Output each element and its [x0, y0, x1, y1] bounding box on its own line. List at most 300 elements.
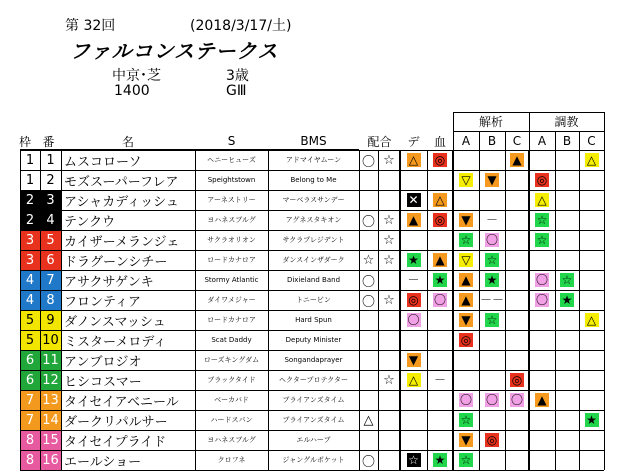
chi-mark: [427, 310, 453, 330]
choukyou-a-mark: [529, 390, 555, 410]
choukyou-c-mark: [579, 270, 604, 290]
chi-mark-symbol: ◎: [434, 153, 446, 167]
kaiseki-c-mark-symbol: ◎: [511, 373, 523, 387]
chi-mark: [427, 430, 453, 450]
bms-name: Songandaprayer: [284, 356, 343, 364]
choukyou-b-mark: [555, 370, 579, 390]
haigo-mark: [359, 230, 378, 250]
header-a2: A: [537, 134, 547, 148]
choukyou-b-mark: [555, 290, 579, 310]
horse-name: タイセイプライド: [64, 434, 167, 450]
header-b1: B: [487, 134, 497, 148]
kaiseki-a-mark-symbol: ▼: [459, 313, 473, 327]
sire-name: Scat Daddy: [211, 336, 252, 344]
kaiseki-b-mark-symbol: 〇: [485, 393, 498, 407]
kaiseki-c-mark: [505, 310, 529, 330]
race-venue: 中京･芝: [112, 68, 161, 84]
grid-line: [20, 270, 604, 271]
race-distance: 1400: [114, 83, 150, 99]
choukyou-b-mark: [555, 430, 579, 450]
choukyou-b-mark: [555, 230, 579, 250]
chi-mark-symbol: 〇: [433, 293, 446, 307]
kaiseki-c-mark: [505, 270, 529, 290]
de-mark: [400, 270, 427, 290]
grid-line: [20, 150, 604, 151]
ban-cell: 15: [40, 430, 61, 450]
sire-name: Speightstown: [207, 176, 256, 184]
chi-mark-symbol: ★: [434, 453, 446, 467]
kaiseki-a-mark: [453, 430, 479, 450]
bms-name: ジャングルポケット: [282, 456, 345, 464]
grid-line: [20, 190, 604, 191]
choukyou-c-mark: [579, 290, 604, 310]
waku-cell: 6: [20, 370, 40, 390]
chi-mark: [427, 390, 453, 410]
grid-line: [20, 330, 604, 331]
grid-line: [378, 150, 379, 470]
grid-line: [61, 150, 62, 470]
ban-cell: 7: [40, 270, 61, 290]
kaiseki-b-mark: [479, 210, 505, 230]
haigo-mark: [378, 410, 400, 430]
chi-mark: [427, 370, 453, 390]
choukyou-c-mark: [579, 430, 604, 450]
choukyou-c-mark: [579, 410, 604, 430]
waku-cell: 4: [20, 290, 40, 310]
waku-cell: 7: [20, 410, 40, 430]
kaiseki-b-mark: [479, 430, 505, 450]
haigo-mark: [359, 370, 378, 390]
ban-cell: 13: [40, 390, 61, 410]
horse-name: アシャカディッシュ: [64, 194, 179, 210]
de-mark: [400, 170, 427, 190]
de-mark-symbol: 〇: [407, 313, 420, 327]
grid-line: [399, 150, 401, 470]
horse-name: カイザーメランジェ: [64, 234, 180, 250]
haigo-mark: ☆: [383, 212, 395, 228]
ban-cell: 14: [40, 410, 61, 430]
bms-name: ヘクタープロテクター: [278, 376, 349, 384]
ban-cell: 9: [40, 310, 61, 330]
kaiseki-c-mark: [505, 390, 529, 410]
waku-cell: 2: [20, 190, 40, 210]
header-chi: 血: [433, 134, 446, 149]
kaiseki-c-mark: [505, 170, 529, 190]
haigo-mark: [378, 390, 400, 410]
sire-name: Stormy Atlantic: [204, 276, 259, 284]
grid-line: [604, 150, 605, 470]
header-ban: 番: [42, 134, 55, 149]
ban-cell: 16: [40, 450, 61, 470]
grid-line: [268, 150, 269, 470]
chi-mark-symbol: －: [433, 373, 446, 387]
kaiseki-a-mark: [453, 170, 479, 190]
haigo-mark: ☆: [383, 292, 395, 308]
choukyou-c-mark: [579, 310, 604, 330]
haigo-mark: [378, 170, 400, 190]
haigo-mark: 〇: [361, 294, 375, 310]
kaiseki-c-mark: [505, 290, 529, 310]
chi-mark: [427, 330, 453, 350]
grid-line: [427, 150, 428, 470]
grid-line: [479, 150, 480, 470]
haigo-mark: [378, 350, 400, 370]
header-c1: C: [512, 134, 522, 148]
chi-mark: [427, 450, 453, 470]
de-mark-symbol: －: [407, 273, 420, 287]
bms-name: マーベラスサンデー: [282, 196, 345, 204]
waku-cell: 8: [20, 450, 40, 470]
grid-line: [555, 131, 556, 150]
header-c2: C: [587, 134, 596, 148]
choukyou-a-mark: [529, 370, 555, 390]
de-mark: [400, 190, 427, 210]
waku-cell: 5: [20, 310, 40, 330]
choukyou-a-mark-symbol: 〇: [535, 273, 548, 287]
kaiseki-b-mark-symbol: ★: [486, 273, 498, 287]
choukyou-b-mark: [555, 210, 579, 230]
chi-mark: [427, 250, 453, 270]
header-waku: 枠: [18, 134, 31, 149]
haigo-mark: [359, 330, 378, 350]
sire-name: ヨハネスブルグ: [207, 216, 256, 224]
haigo-mark: [378, 430, 400, 450]
chi-mark: [427, 170, 453, 190]
de-mark: [400, 330, 427, 350]
grid-line: [20, 370, 604, 371]
kaiseki-a-mark: [453, 210, 479, 230]
kaiseki-a-mark-symbol: ▽: [459, 173, 473, 187]
choukyou-b-mark: [555, 310, 579, 330]
chi-mark: [427, 290, 453, 310]
de-mark: [400, 450, 427, 470]
chi-mark: [427, 270, 453, 290]
chi-mark-symbol: △: [433, 193, 447, 207]
haigo-mark: [359, 310, 378, 330]
de-mark: [400, 370, 427, 390]
kaiseki-c-mark: [505, 330, 529, 350]
grid-line: [452, 150, 454, 470]
kaiseki-c-mark: [505, 410, 529, 430]
chi-mark-symbol: ◎: [434, 213, 446, 227]
kaiseki-a-mark-symbol: ▲: [459, 293, 473, 307]
kaiseki-b-mark: [479, 190, 505, 210]
sire-name: クロフネ: [217, 456, 246, 464]
horse-name: エールショー: [64, 454, 142, 470]
race-number: 第 32回: [65, 18, 116, 34]
ban-cell: 3: [40, 190, 61, 210]
grid-line: [20, 450, 604, 451]
haigo-mark: ☆: [383, 372, 395, 388]
grid-line: [604, 112, 605, 150]
ban-cell: 6: [40, 250, 61, 270]
horse-name: ダノンスマッシュ: [64, 314, 166, 330]
choukyou-a-mark: [529, 250, 555, 270]
waku-cell: 3: [20, 230, 40, 250]
choukyou-a-mark-symbol: ☆: [536, 233, 548, 247]
ban-cell: 2: [40, 170, 61, 190]
sire-name: ハードスパン: [210, 416, 253, 424]
choukyou-a-mark-symbol: ☆: [536, 213, 548, 227]
choukyou-a-mark: [529, 430, 555, 450]
choukyou-a-mark-symbol: △: [535, 193, 549, 207]
kaiseki-c-mark: [505, 450, 529, 470]
choukyou-b-mark: [555, 350, 579, 370]
grid-line: [529, 112, 530, 150]
kaiseki-a-mark: [453, 290, 479, 310]
horse-name: テンクウ: [64, 214, 116, 230]
grid-line: [20, 170, 604, 171]
kaiseki-a-mark: [453, 190, 479, 210]
grid-line: [20, 290, 604, 291]
bms-name: ダンスインザダーク: [282, 256, 345, 264]
kaiseki-a-mark-symbol: ▼: [459, 213, 473, 227]
kaiseki-b-mark-symbol: ▼: [485, 173, 499, 187]
grid-line: [20, 210, 604, 211]
kaiseki-a-mark: [453, 350, 479, 370]
choukyou-a-mark: [529, 310, 555, 330]
haigo-mark: △: [363, 412, 374, 428]
bms-name: ブライアンズタイム: [282, 396, 345, 404]
horse-name: ダークリパルサー: [64, 414, 168, 430]
horse-name: タイセイアベニール: [64, 394, 179, 410]
kaiseki-a-mark-symbol: ☆: [460, 413, 472, 427]
choukyou-b-mark: [555, 450, 579, 470]
sire-name: ローズキングダム: [203, 356, 260, 364]
choukyou-b-mark-symbol: ★: [561, 293, 573, 307]
choukyou-a-mark: [529, 170, 555, 190]
choukyou-a-mark: [529, 330, 555, 350]
haigo-mark: [378, 270, 400, 290]
header-a1: A: [461, 134, 471, 148]
choukyou-c-mark-symbol: △: [585, 313, 599, 327]
header-haigo: 配合: [367, 134, 392, 149]
choukyou-b-mark: [555, 410, 579, 430]
de-mark-symbol: ▲: [407, 213, 421, 227]
choukyou-a-mark-symbol: 〇: [535, 293, 548, 307]
ban-cell: 11: [40, 350, 61, 370]
choukyou-a-mark: [529, 270, 555, 290]
choukyou-a-mark: [529, 290, 555, 310]
waku-cell: 4: [20, 270, 40, 290]
choukyou-b-mark: [555, 330, 579, 350]
kaiseki-b-mark-symbol: ☆: [486, 253, 498, 267]
kaiseki-b-mark: [479, 290, 505, 310]
de-mark: [400, 310, 427, 330]
choukyou-c-mark: [579, 350, 604, 370]
grid-line: [505, 150, 506, 470]
kaiseki-c-mark: [505, 230, 529, 250]
chi-mark: [427, 210, 453, 230]
haigo-mark: 〇: [361, 154, 375, 170]
waku-cell: 1: [20, 170, 40, 190]
bms-name: アドマイヤムーン: [285, 156, 342, 164]
horse-name: アサクサゲンキ: [64, 274, 154, 290]
kaiseki-c-mark: [505, 190, 529, 210]
kaiseki-b-mark: [479, 330, 505, 350]
sire-name: ヘニーヒューズ: [207, 156, 256, 164]
haigo-mark: ☆: [383, 152, 395, 168]
horse-name: アンブロジオ: [64, 354, 142, 370]
grid-line: [20, 350, 604, 351]
sire-name: ロードカナロア: [207, 316, 256, 324]
chi-mark: [427, 150, 453, 170]
chi-mark-symbol: ★: [434, 273, 446, 287]
haigo-mark: 〇: [361, 214, 375, 230]
sire-name: ヨハネスブルグ: [207, 436, 256, 444]
de-mark-symbol: ◎: [408, 293, 419, 307]
de-mark: [400, 390, 427, 410]
chi-mark-symbol: ▲: [433, 253, 447, 267]
de-mark: [400, 430, 427, 450]
kaiseki-a-mark-symbol: 〇: [459, 393, 472, 407]
kaiseki-b-mark-symbol: 〇: [485, 233, 498, 247]
grid-line: [20, 310, 604, 311]
choukyou-b-mark: [555, 390, 579, 410]
kaiseki-a-mark: [453, 150, 479, 170]
race-date: (2018/3/17/土): [190, 18, 292, 34]
grid-line: [20, 149, 359, 150]
kaiseki-a-mark-symbol: ☆: [460, 233, 472, 247]
kaiseki-b-mark: [479, 170, 505, 190]
haigo-mark: ☆: [383, 252, 395, 268]
grid-line: [453, 112, 454, 150]
kaiseki-a-mark-symbol: ▼: [459, 433, 473, 447]
sire-name: ブラックタイド: [207, 376, 256, 384]
de-mark: [400, 350, 427, 370]
de-mark: [400, 410, 427, 430]
grid-line: [20, 390, 604, 391]
horse-name: モズスーパーフレア: [64, 174, 179, 190]
grid-line: [555, 150, 556, 470]
kaiseki-a-mark: [453, 270, 479, 290]
bms-name: Belong to Me: [290, 176, 337, 184]
chi-mark: [427, 410, 453, 430]
haigo-mark: [359, 170, 378, 190]
kaiseki-b-mark-symbol: －－: [480, 293, 505, 307]
ban-cell: 5: [40, 230, 61, 250]
de-mark-symbol: △: [407, 153, 421, 167]
grid-line: [505, 131, 506, 150]
race-age: 3歳: [226, 68, 249, 84]
kaiseki-b-mark: [479, 450, 505, 470]
sire-name: ロードカナロア: [207, 256, 256, 264]
chi-mark: [427, 230, 453, 250]
haigo-mark: [378, 450, 400, 470]
grid-line: [479, 131, 480, 150]
header-choukyou: 調教: [554, 114, 579, 129]
choukyou-c-mark: [579, 390, 604, 410]
bms-name: ブライアンズタイム: [282, 416, 345, 424]
race-title: ファルコンステークス: [70, 39, 279, 63]
horse-name: ヒシコスマー: [64, 374, 142, 390]
header-b2: B: [562, 134, 572, 148]
header-name: 名: [121, 134, 134, 149]
waku-cell: 1: [20, 150, 40, 170]
ban-cell: 12: [40, 370, 61, 390]
choukyou-a-mark-symbol: ◎: [536, 173, 548, 187]
grid-line: [359, 150, 360, 470]
horse-name: ドラグーンシチー: [64, 254, 168, 270]
kaiseki-a-mark: [453, 450, 479, 470]
choukyou-c-mark: [579, 370, 604, 390]
choukyou-a-mark: [529, 450, 555, 470]
kaiseki-b-mark: [479, 350, 505, 370]
kaiseki-b-mark-symbol: ◎: [486, 433, 498, 447]
waku-cell: 3: [20, 250, 40, 270]
sire-name: ダイワメジャー: [207, 296, 256, 304]
choukyou-b-mark: [555, 170, 579, 190]
header-de: デ: [407, 134, 420, 149]
choukyou-c-mark: [579, 330, 604, 350]
waku-cell: 5: [20, 330, 40, 350]
kaiseki-b-mark: [479, 230, 505, 250]
choukyou-a-mark-symbol: ▲: [535, 393, 549, 407]
bms-name: Deputy Minister: [285, 336, 342, 344]
header-bms: BMS: [300, 134, 327, 148]
haigo-mark: ☆: [383, 232, 395, 248]
grid-line: [20, 430, 604, 431]
choukyou-c-mark: [579, 170, 604, 190]
kaiseki-c-mark: [505, 430, 529, 450]
kaiseki-b-mark: [479, 250, 505, 270]
choukyou-b-mark-symbol: ☆: [561, 273, 573, 287]
haigo-mark: [378, 310, 400, 330]
grid-line: [579, 150, 580, 470]
choukyou-a-mark: [529, 210, 555, 230]
choukyou-a-mark: [529, 410, 555, 430]
choukyou-a-mark: [529, 190, 555, 210]
kaiseki-c-mark-symbol: 〇: [510, 393, 523, 407]
grid-line: [195, 150, 196, 470]
sire-name: ベーカバド: [214, 396, 249, 404]
grid-line: [528, 150, 530, 470]
waku-cell: 8: [20, 430, 40, 450]
kaiseki-a-mark: [453, 390, 479, 410]
de-mark: [400, 150, 427, 170]
race-grade: GⅢ: [226, 83, 247, 99]
kaiseki-b-mark: [479, 270, 505, 290]
kaiseki-c-mark-symbol: ▲: [510, 153, 524, 167]
kaiseki-b-mark-symbol: －: [485, 213, 498, 227]
bms-name: サクラプレジデント: [282, 236, 345, 244]
haigo-mark: [378, 190, 400, 210]
kaiseki-a-mark-symbol: ◎: [460, 333, 472, 347]
choukyou-a-mark: [529, 350, 555, 370]
kaiseki-c-mark: [505, 150, 529, 170]
waku-cell: 6: [20, 350, 40, 370]
haigo-mark: ☆: [362, 252, 375, 268]
kaiseki-a-mark: [453, 370, 479, 390]
grid-line: [20, 250, 604, 251]
bms-name: エルハーブ: [296, 436, 331, 444]
kaiseki-b-mark: [479, 370, 505, 390]
kaiseki-a-mark-symbol: ☆: [460, 453, 472, 467]
kaiseki-c-mark: [505, 250, 529, 270]
sire-name: サクラオリオン: [207, 236, 256, 244]
haigo-mark: [359, 430, 378, 450]
choukyou-b-mark: [555, 250, 579, 270]
header-kaiseki: 解析: [478, 114, 503, 129]
kaiseki-c-mark: [505, 370, 529, 390]
choukyou-c-mark: [579, 190, 604, 210]
horse-name: ミスターメロディ: [64, 334, 167, 350]
chi-mark: [427, 190, 453, 210]
horse-name: ムスコローソ: [64, 154, 142, 170]
kaiseki-a-mark: [453, 310, 479, 330]
de-mark: [400, 250, 427, 270]
kaiseki-c-mark: [505, 210, 529, 230]
